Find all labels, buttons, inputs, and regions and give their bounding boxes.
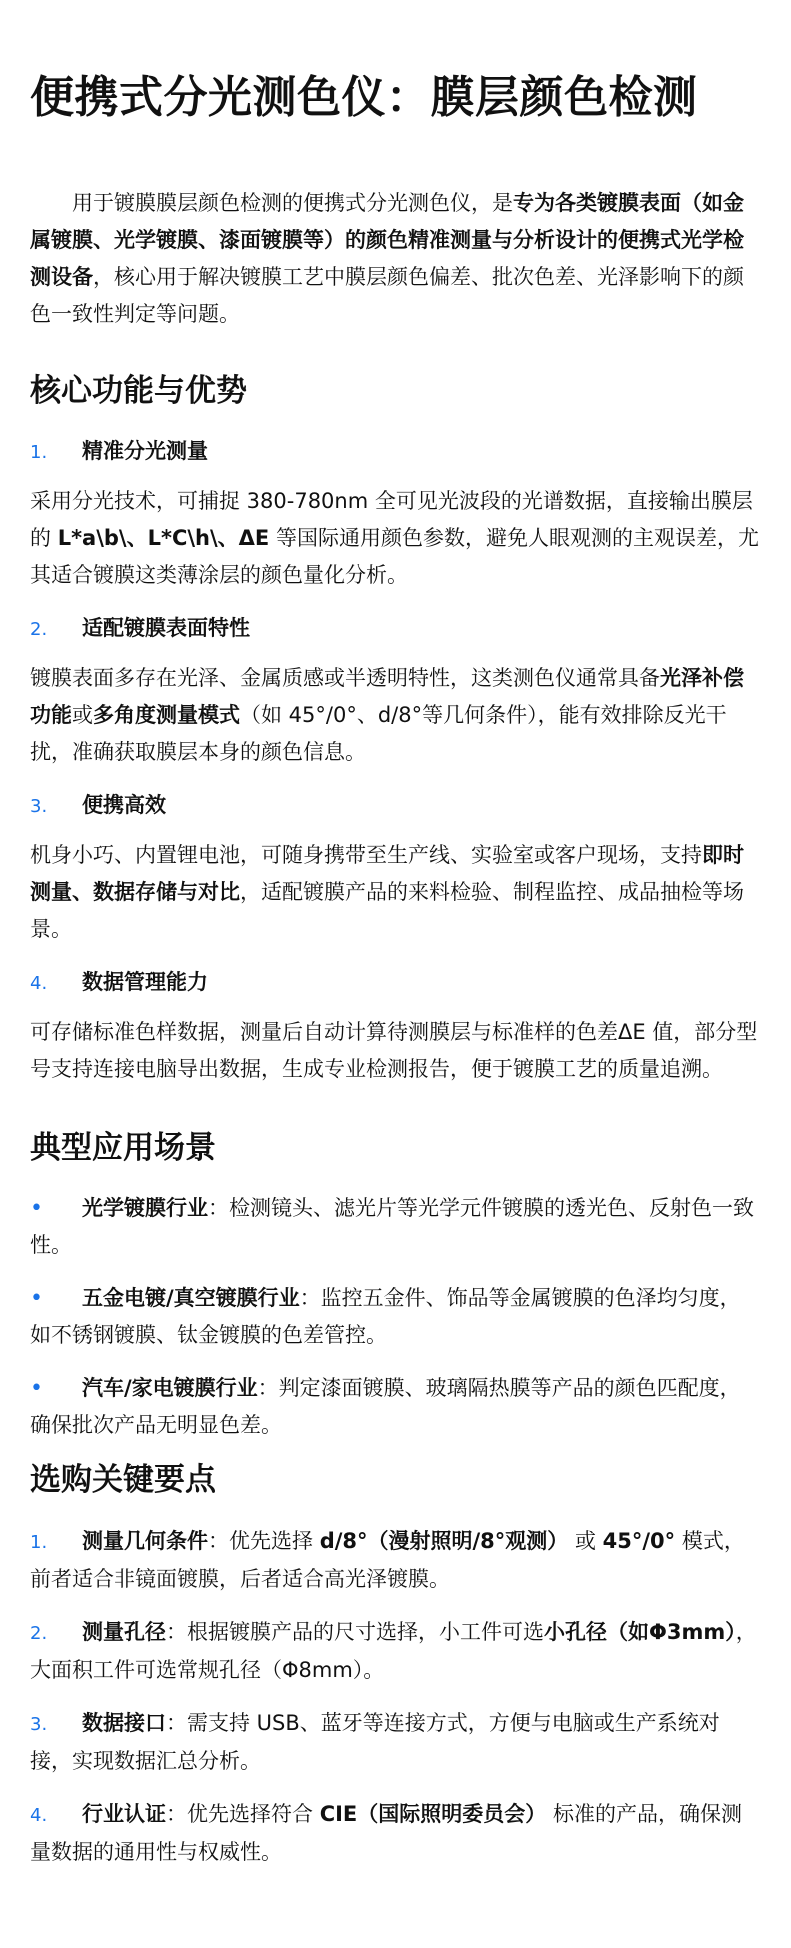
item-bold: 测量孔径 — [82, 1619, 166, 1644]
bullet-icon: • — [30, 1196, 43, 1222]
list-item — [30, 1280, 761, 1354]
list-number: 1. — [30, 1531, 48, 1553]
item-bold: 测量几何条件 — [82, 1528, 208, 1553]
body-text: （如 45°/0°、d/8°等几何条件），能有效排除反光干扰，准确获取膜层本身的颜色信息。 — [30, 703, 727, 765]
item-bold: 45°/0° — [602, 1528, 676, 1553]
feature-title: 数据管理能力 — [82, 970, 208, 995]
feature-heading-3 — [30, 787, 761, 825]
item-bold: d/8°（漫射照明/8°观测） — [319, 1528, 569, 1553]
list-item — [30, 1370, 761, 1444]
item-text: 标准的产品，确保测量数据的通用性与权威性。 — [30, 1801, 742, 1864]
intro-bold: 专为各类镀膜表面（如金属镀膜、光学镀膜、漆面镀膜等）的颜色精准测量与分析设计的便携式光学检测设备 — [30, 190, 744, 289]
list-number: 4. — [30, 1804, 48, 1826]
item-bold: CIE（国际照明委员会） — [319, 1801, 547, 1826]
item-text: ：优先选择符合 — [166, 1801, 320, 1826]
section-heading-features: 核心功能与优势 — [30, 372, 247, 409]
item-bold: 数据接口 — [82, 1710, 166, 1735]
item-text: 模式，前者适合非镜面镀膜，后者适合高光泽镀膜。 — [30, 1528, 745, 1591]
list-item — [30, 1190, 761, 1264]
intro-text-2: ，核心用于解决镀膜工艺中膜层颜色偏差、批次色差、光泽影响下的颜色一致性判定等问题。 — [30, 264, 744, 326]
list-number: 1. — [30, 442, 48, 464]
body-text: 可存储标准色样数据，测量后自动计算待测膜层与标准样的色差ΔE 值，部分型号支持连接电脑导出数据，生成专业检测报告，便于镀膜工艺的质量追溯。 — [30, 1020, 758, 1082]
intro-paragraph — [30, 185, 761, 333]
list-item — [30, 1523, 761, 1598]
feature-title: 适配镀膜表面特性 — [82, 616, 250, 641]
item-text: ：判定漆面镀膜、玻璃隔热膜等产品的颜色匹配度，确保批次产品无明显色差。 — [30, 1376, 741, 1438]
bullet-icon: • — [30, 1286, 43, 1312]
body-bold: 多角度测量模式 — [93, 703, 240, 728]
body-text: ，适配镀膜产品的来料检验、制程监控、成品抽检等场景。 — [30, 880, 744, 942]
feature-heading-4 — [30, 964, 761, 1002]
body-text: 镀膜表面多存在光泽、金属质感或半透明特性，这类测色仪通常具备 — [30, 666, 660, 691]
section-heading-applications: 典型应用场景 — [30, 1130, 216, 1167]
body-bold: 光泽补偿功能 — [30, 666, 744, 728]
item-text: 或 — [568, 1528, 603, 1553]
item-text: ：检测镜头、滤光片等光学元件镀膜的透光色、反射色一致性。 — [30, 1196, 754, 1258]
body-text: 或 — [72, 703, 93, 728]
item-bold: 汽车/家电镀膜行业 — [82, 1376, 258, 1401]
list-item — [30, 1614, 761, 1689]
list-number: 2. — [30, 619, 48, 641]
feature-body-4 — [30, 1014, 761, 1088]
feature-body-2 — [30, 660, 761, 771]
list-number: 3. — [30, 796, 48, 818]
item-text: ：根据镀膜产品的尺寸选择，小工件可选 — [166, 1619, 544, 1644]
body-bold: 即时测量、数据存储与对比 — [30, 843, 744, 905]
body-text: 等国际通用颜色参数，避免人眼观测的主观误差，尤其适合镀膜这类薄涂层的颜色量化分析。 — [30, 526, 759, 588]
body-text: 机身小巧、内置锂电池，可随身携带至生产线、实验室或客户现场，支持 — [30, 843, 702, 868]
item-bold: 行业认证 — [82, 1801, 166, 1826]
list-number: 2. — [30, 1622, 48, 1644]
intro-text-1: 用于镀膜膜层颜色检测的便携式分光测色仪，是 — [72, 190, 513, 215]
item-text: ，大面积工件可选常规孔径（Φ8mm）。 — [30, 1619, 757, 1682]
feature-heading-1 — [30, 433, 761, 471]
feature-heading-2 — [30, 610, 761, 648]
item-bold: 小孔径（如Φ3mm） — [544, 1619, 736, 1644]
bullet-icon: • — [30, 1376, 43, 1402]
list-number: 3. — [30, 1713, 48, 1735]
item-text: ：需支持 USB、蓝牙等连接方式，方便与电脑或生产系统对接，实现数据汇总分析。 — [30, 1710, 720, 1773]
feature-body-1 — [30, 483, 761, 594]
list-item — [30, 1796, 761, 1871]
body-bold: L*a\b\、L*C\h\、ΔE — [57, 526, 270, 551]
body-text: 采用分光技术，可捕捉 380-780nm 全可见光波段的光谱数据，直接输出膜层的 — [30, 489, 753, 551]
feature-title: 精准分光测量 — [82, 439, 208, 464]
section-heading-buying-tips: 选购关键要点 — [30, 1462, 216, 1499]
feature-title: 便携高效 — [82, 793, 166, 818]
item-bold: 光学镀膜行业 — [82, 1196, 208, 1221]
item-bold: 五金电镀/真空镀膜行业 — [82, 1286, 300, 1311]
item-text: ：监控五金件、饰品等金属镀膜的色泽均匀度，如不锈钢镀膜、钛金镀膜的色差管控。 — [30, 1286, 741, 1348]
feature-body-3 — [30, 837, 761, 948]
list-item — [30, 1705, 761, 1780]
list-number: 4. — [30, 973, 48, 995]
item-text: ：优先选择 — [208, 1528, 320, 1553]
page-title: 便携式分光测色仪：膜层颜色检测 — [30, 72, 698, 123]
